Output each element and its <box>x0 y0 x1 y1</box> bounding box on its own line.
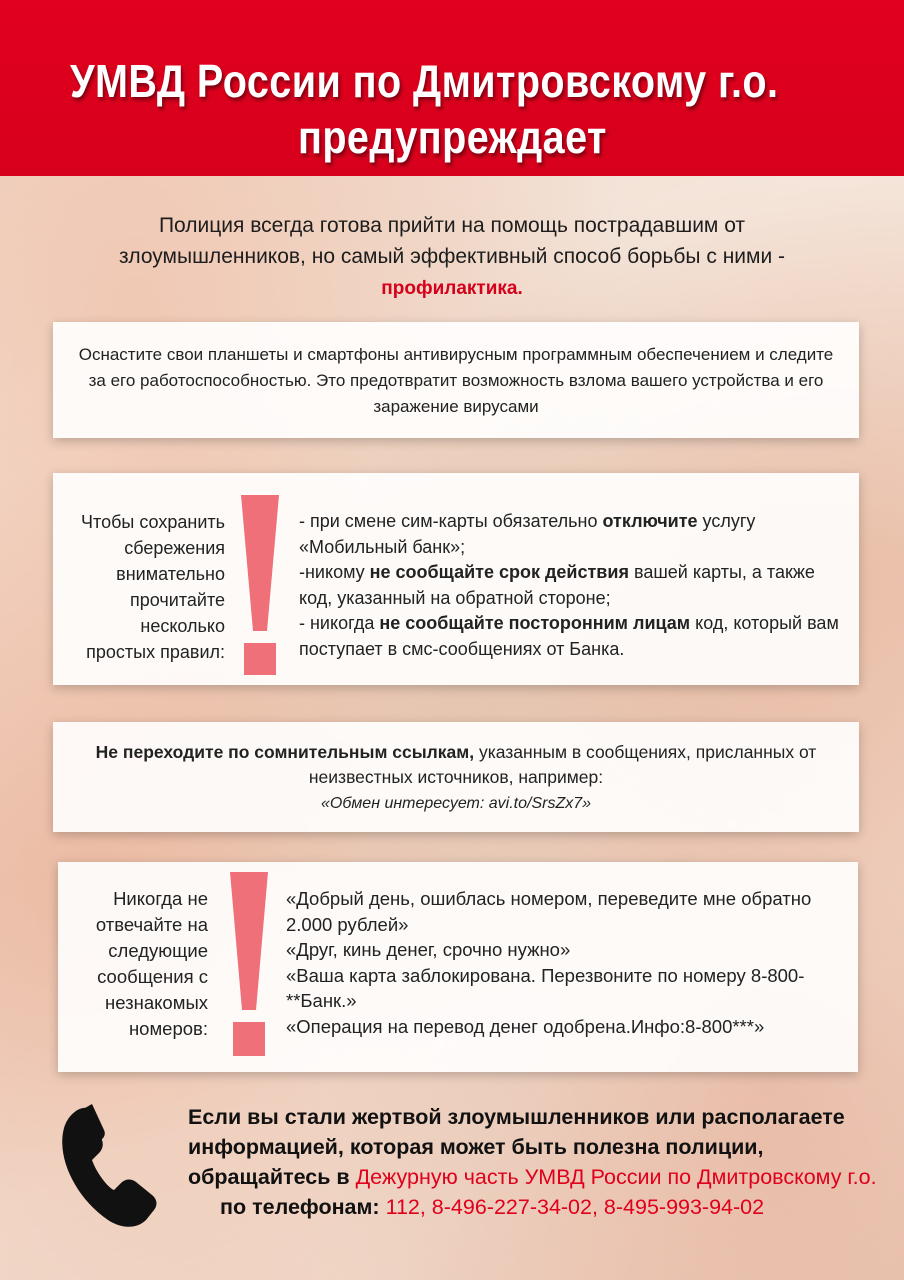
exclamation-icon <box>235 495 285 679</box>
antivirus-text: Оснастите свои планшеты и смартфоны антивирусным программным обеспечением и следите за его работоспособностью. Это предотвратит возможность взлома вашего устройства и его заражение вирусами <box>78 345 834 416</box>
phone-icon <box>58 1102 168 1230</box>
intro-end: . <box>517 278 523 299</box>
intro-text: Полиция всегда готова прийти на помощь пострадавшим от злоумышленников, но самый эффективный способ борьбы с ними - <box>118 214 786 268</box>
phone-numbers: 112, 8-496-227-34-02, 8-495-993-94-02 <box>385 1195 765 1219</box>
example-link-text: «Обмен интересует: avi.to/SrsZx7» <box>320 795 592 812</box>
rule-item: - никогда не сообщайте посторонним лицам код, который вам поступает в смс-сообщениях от Банка. <box>299 613 839 659</box>
header-title-line1: УМВД России по Дмитровскому г.о. <box>70 55 779 107</box>
exclamation-icon <box>224 872 274 1060</box>
savings-rules-label: Чтобы сохранить сбережения внимательно прочитайте несколько простых правил: <box>81 512 225 662</box>
scam-messages-card <box>58 862 858 1072</box>
scam-message-item: «Ваша карта заблокирована. Перезвоните по номеру 8-800-**Банк.» <box>286 964 805 1011</box>
contact-info <box>188 1102 878 1222</box>
savings-rules-list <box>299 509 851 662</box>
scam-message-item: «Добрый день, ошиблась номером, переведите мне обратно 2.000 рублей» <box>286 888 812 935</box>
antivirus-card <box>53 322 859 438</box>
scam-message-item: «Друг, кинь денег, срочно нужно» <box>286 939 571 960</box>
rule-item: -никому не сообщайте срок действия вашей карты, а также код, указанный на обратной стороне; <box>299 562 815 608</box>
header-title-line2: предупреждает <box>298 111 607 163</box>
contact-phones-label: по телефонам: <box>220 1195 380 1219</box>
contact-text: Если вы стали жертвой злоумышленников или располагаете информацией, которая может быть полезна полиции, обращайтесь в <box>188 1105 845 1189</box>
intro-paragraph <box>70 210 834 304</box>
links-warning-card <box>53 722 859 832</box>
scam-message-item: «Операция на перевод денег одобрена.Инфо:8-800***» <box>286 1015 765 1037</box>
rule-item: - при смене сим-карты обязательно отключите услугу «Мобильный банк»; <box>299 511 756 557</box>
header-banner <box>0 0 904 176</box>
intro-highlight: профилактика <box>381 278 518 299</box>
savings-rules-card <box>53 473 859 685</box>
duty-unit-name: Дежурную часть УМВД России по Дмитровскому г.о. <box>355 1165 877 1189</box>
links-warning-text: Не переходите по сомнительным ссылкам, указанным в сообщениях, присланных от неизвестных источников, например: «Обмен интересует: avi.to/SrsZx7» <box>95 742 817 812</box>
scam-messages-label: Никогда не отвечайте на следующие сообщения с незнакомых номеров: <box>95 888 208 1039</box>
scam-messages-list <box>286 886 852 1039</box>
